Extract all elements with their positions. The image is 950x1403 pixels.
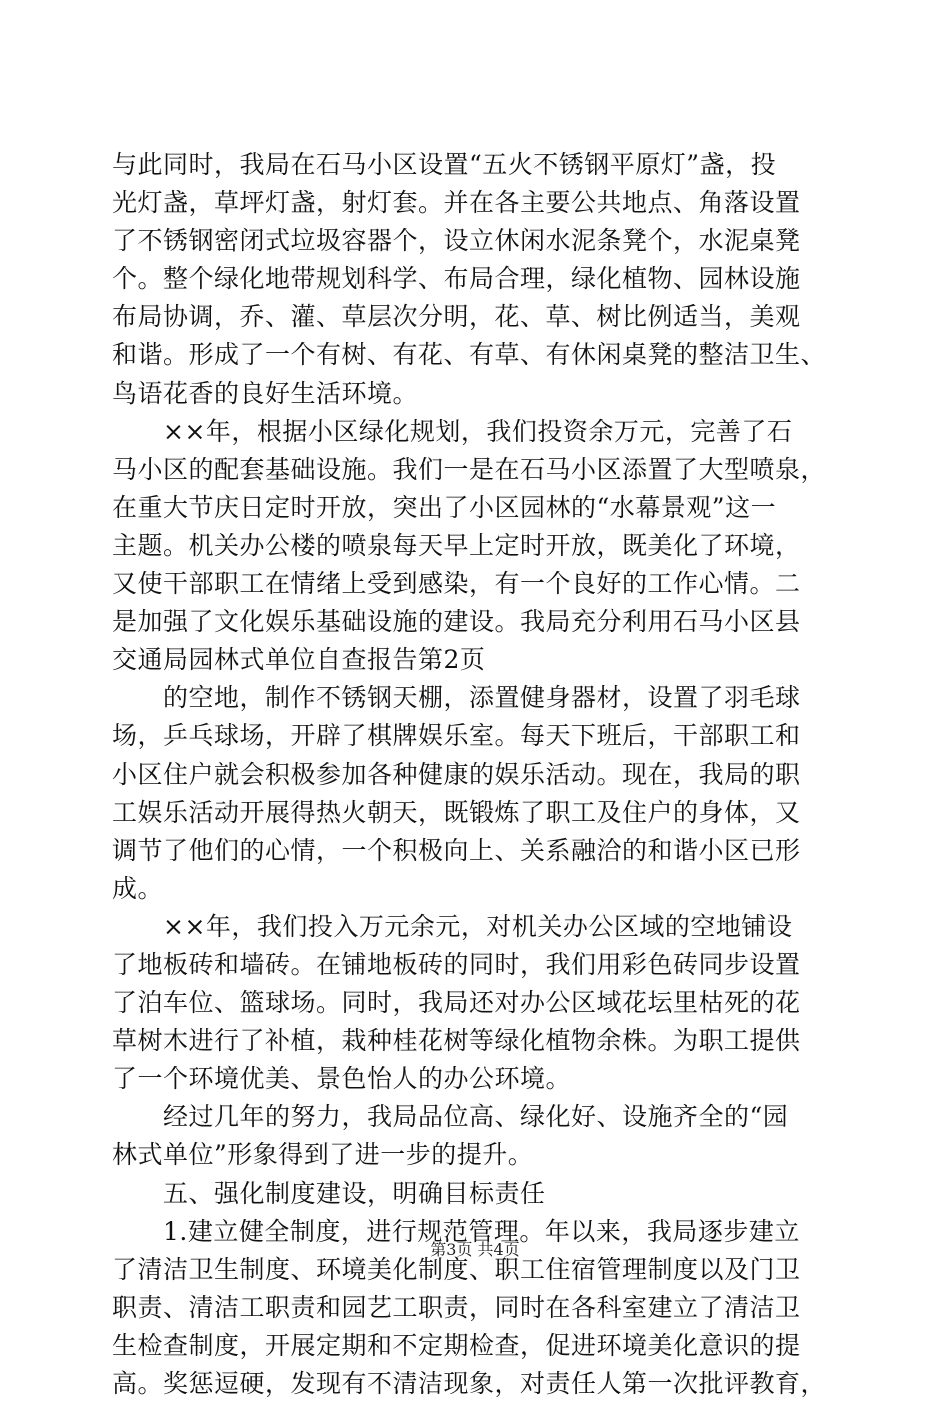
text-line: ××年，根据小区绿化规划，我们投资余万元，完善了石 <box>112 416 793 446</box>
text-line: 的空地，制作不锈钢天棚，添置健身器材，设置了羽毛球 <box>112 683 801 713</box>
text-line: 了泊车位、篮球场。同时，我局还对办公区域花坛里枯死的花 <box>112 988 801 1018</box>
text-line: 交通局园林式单位自查报告第2页 <box>112 645 486 675</box>
text-line: 工娱乐活动开展得热火朝天，既锻炼了职工及住户的身体，又 <box>112 797 801 827</box>
text-line: 草树木进行了补植，栽种桂花树等绿化植物余株。为职工提供 <box>112 1026 801 1056</box>
text-line: 光灯盏，草坪灯盏，射灯套。并在各主要公共地点、角落设置 <box>112 188 801 218</box>
text-line: 布局协调，乔、灌、草层次分明，花、草、树比例适当，美观 <box>112 302 801 332</box>
text-line: ××年，我们投入万元余元，对机关办公区域的空地铺设 <box>112 911 793 941</box>
text-line: 成。 <box>112 873 164 903</box>
text-line: 高。奖惩逗硬，发现有不清洁现象，对责任人第一次批评教育， <box>112 1369 827 1398</box>
text-line: 主题。机关办公楼的喷泉每天早上定时开放，既美化了环境， <box>112 530 801 560</box>
text-line: 鸟语花香的良好生活环境。 <box>112 378 419 408</box>
text-line: 了清洁卫生制度、环境美化制度、职工住宿管理制度以及门卫 <box>112 1254 801 1284</box>
text-line: 又使干部职工在情绪上受到感染，有一个良好的工作心情。二 <box>112 569 801 599</box>
text-line: 与此同时，我局在石马小区设置“五火不锈钢平原灯”盏，投 <box>112 150 777 179</box>
text-line: 职责、清洁工职责和园艺工职责，同时在各科室建立了清洁卫 <box>112 1292 801 1322</box>
text-line: 个。整个绿化地带规划科学、布局合理，绿化植物、园林设施 <box>112 264 801 294</box>
text-line: 生检查制度，开展定期和不定期检查，促进环境美化意识的提 <box>112 1330 801 1360</box>
page-number-footer: 第3页 共4页 <box>430 1240 520 1259</box>
text-line: 是加强了文化娱乐基础设施的建设。我局充分利用石马小区县 <box>112 607 801 637</box>
text-line: 调节了他们的心情，一个积极向上、关系融洽的和谐小区已形 <box>112 835 801 865</box>
section-heading: 五、强化制度建设，明确目标责任 <box>112 1178 546 1208</box>
text-line: 在重大节庆日定时开放，突出了小区园林的“水幕景观”这一 <box>112 492 777 522</box>
text-line: 经过几年的努力，我局品位高、绿化好、设施齐全的“园 <box>112 1102 789 1132</box>
text-line: 马小区的配套基础设施。我们一是在石马小区添置了大型喷泉， <box>112 454 827 484</box>
text-line: 了地板砖和墙砖。在铺地板砖的同时，我们用彩色砖同步设置 <box>112 949 801 979</box>
text-line: 了一个环境优美、景色怡人的办公环境。 <box>112 1064 572 1094</box>
document-body <box>112 146 852 1403</box>
text-line: 和谐。形成了一个有树、有花、有草、有休闲桌凳的整洁卫生、 <box>112 340 827 370</box>
text-line: 1.建立健全制度，进行规范管理。年以来，我局逐步建立 <box>112 1216 800 1246</box>
text-line: 林式单位”形象得到了进一步的提升。 <box>112 1140 534 1170</box>
text-line: 场，乒乓球场，开辟了棋牌娱乐室。每天下班后，干部职工和 <box>112 721 801 751</box>
text-line: 了不锈钢密闭式垃圾容器个，设立休闲水泥条凳个，水泥桌凳 <box>112 226 801 256</box>
text-line: 小区住户就会积极参加各种健康的娱乐活动。现在，我局的职 <box>112 759 801 789</box>
